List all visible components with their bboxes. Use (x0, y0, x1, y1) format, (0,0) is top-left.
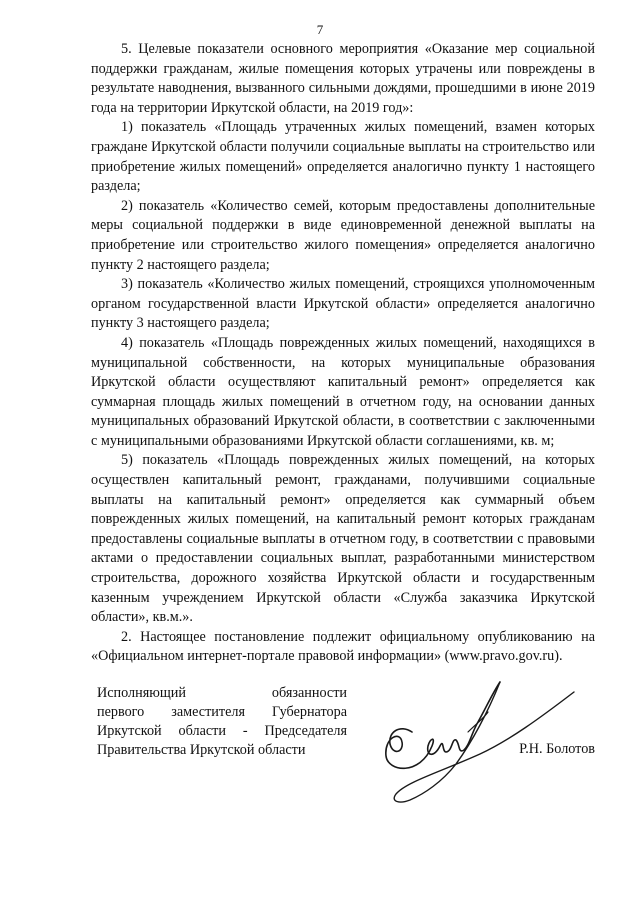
signer-name: Р.Н. Болотов (519, 741, 595, 757)
paragraph-indicator-1: 1) показатель «Площадь утраченных жилых помещений, взамен которых граждане Иркутской области получили социальные выплаты на строительство или приобретение жилых помещений» определяется аналогично пункту 1 настоящего раздела; (91, 119, 595, 195)
signatory-title-line: Правительства Иркутской области (97, 742, 306, 758)
handwritten-signature (360, 672, 590, 807)
paragraph-item-5-heading: 5. Целевые показатели основного мероприятия «Оказание мер социальной поддержки гражданам, жилые помещения которых утрачены или повреждены в результате наводнения, вызванного сильными дождями, прошедшими в июне 2019 года на территории Иркутской области, на 2019 год»: (91, 41, 595, 116)
paragraph-publication: 2. Настоящее постановление подлежит официальному опубликованию на «Официальном интернет-портале правовой информации» (www.pravo.gov.ru). (91, 628, 595, 665)
page-number: 7 (316, 22, 324, 37)
paragraph-indicator-5: 5) показатель «Площадь поврежденных жилых помещений, на которых осуществлен капитальный ремонт, гражданами, получившими социальные выплаты на капитальный ремонт» определяется как суммарный объем поврежденных жилых помещений, на капитальный ремонт которых гражданам предоставлены социальные выплаты в отчетном году, в соответствии с правовыми актами о предоставлении социальных выплат, разработанными министерством строительства, дорожного хозяйства Иркутской области и государственным казенным учреждением Иркутской области «Служба заказчика Иркутской области», кв.м.». (91, 452, 595, 626)
paragraph-indicator-3: 3) показатель «Количество жилых помещений, строящихся уполномоченным органом государственной власти Иркутской области» определяется аналогично пункту 3 настоящего раздела; (91, 276, 595, 332)
signatory-title-line: Иркутской области - Председателя (97, 723, 347, 739)
signatory-title-line: первого заместителя Губернатора (97, 704, 347, 720)
signatory-title-line: Исполняющий обязанности (97, 685, 347, 701)
document-body (91, 40, 595, 667)
paragraph-indicator-2: 2) показатель «Количество семей, которым предоставлены дополнительные меры социальной поддержки в виде единовременной денежной выплаты на приобретение или строительство жилого помещения» определяется аналогично пункту 2 настоящего раздела; (91, 197, 595, 273)
paragraph-indicator-4: 4) показатель «Площадь поврежденных жилых помещений, находящихся в муниципальной собственности, на которых муниципальные образования Иркутской области осуществляют капитальный ремонт» определяется как суммарная площадь жилых помещений в отчетном году, на основании данных муниципальных образований Иркутской области, в соответствии с заключенными с муниципальными образованиями Иркутской области соглашениями, кв. м; (91, 334, 595, 449)
